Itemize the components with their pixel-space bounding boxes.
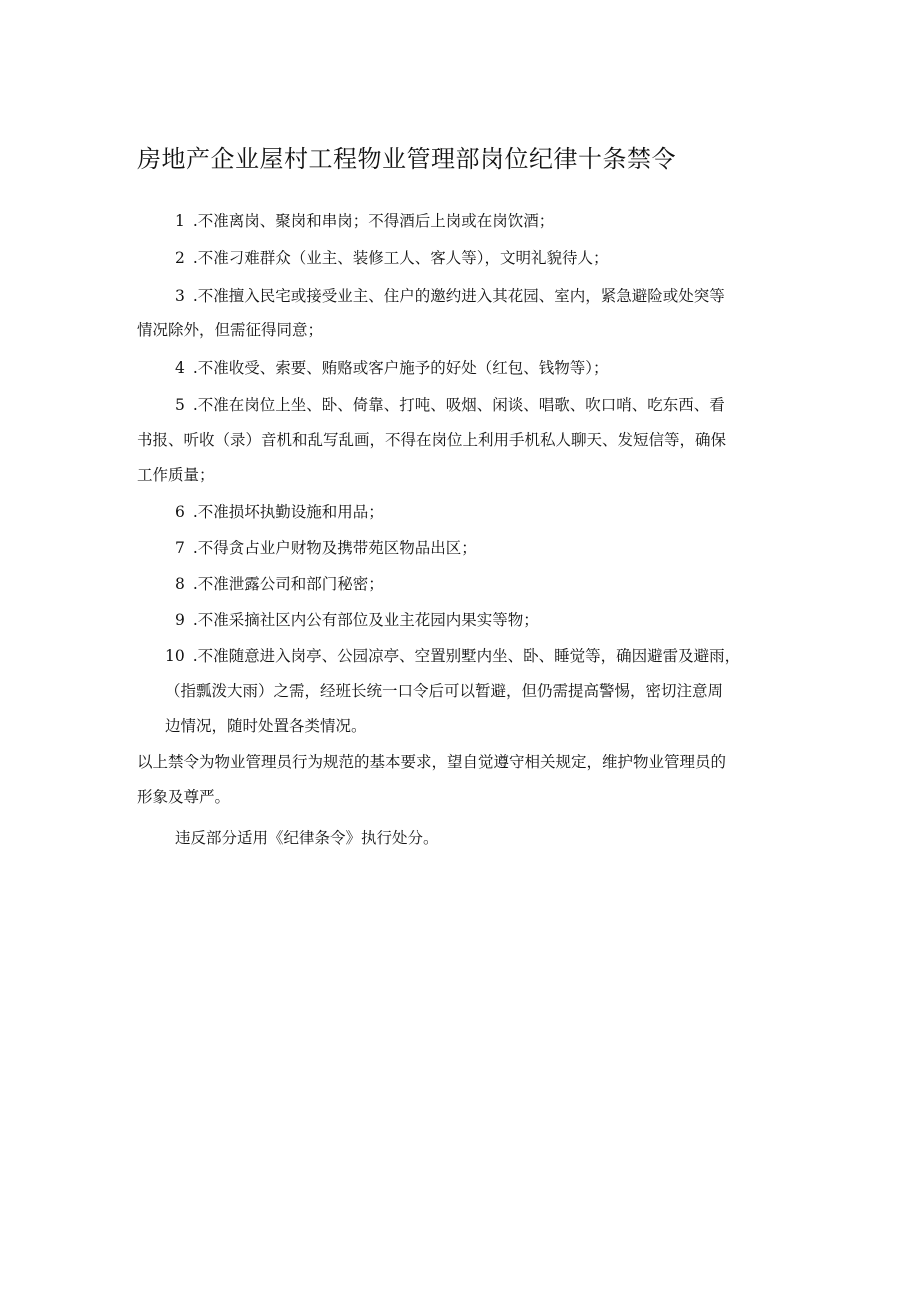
- rule-item-6: [175, 500, 384, 524]
- penalty-statement: 违反部分适用《纪律条令》执行处分。: [175, 829, 439, 847]
- rule-item-9: [175, 608, 539, 632]
- rule-item-10-continuation: （指瓢泼大雨）之需，经班长统一口令后可以暂避，但仍需提高警惕，密切注意周: [165, 682, 724, 700]
- rule-item-5: [175, 393, 725, 417]
- rule-number: 1: [175, 212, 185, 230]
- rule-text: .不准收受、索要、贿赂或客户施予的好处（红包、钱物等）；: [192, 359, 609, 377]
- closing-paragraph-line: 形象及尊严。: [137, 788, 231, 806]
- rule-number: 7: [175, 539, 185, 557]
- rule-text: .不准在岗位上坐、卧、倚靠、打吨、吸烟、闲谈、唱歌、吹口哨、吃东西、看: [192, 396, 725, 414]
- rule-item-10-continuation: 边情况，随时处置各类情况。: [165, 717, 367, 735]
- rule-item-5-continuation: 书报、听收（录）音机和乱写乱画，不得在岗位上利用手机私人聊天、发短信等，确保: [137, 431, 727, 449]
- rule-item-3: [175, 284, 725, 308]
- rule-number: 6: [175, 503, 185, 521]
- rule-number: 5: [175, 396, 185, 414]
- rule-number: 2: [175, 249, 185, 267]
- rule-text: .不准随意进入岗亭、公园凉亭、空置别墅内坐、卧、睡觉等，确因避雷及避雨，: [192, 647, 741, 665]
- rule-item-1: [175, 209, 554, 233]
- rule-item-3-continuation: 情况除外，但需征得同意；: [137, 321, 324, 339]
- rule-item-2: [175, 246, 609, 270]
- rule-text: .不准采摘社区内公有部位及业主花园内果实等物；: [192, 611, 539, 629]
- rule-text: .不准刁难群众（业主、装修工人、客人等），文明礼貌待人；: [192, 249, 609, 267]
- rule-number: 10: [165, 647, 185, 665]
- rule-item-5-continuation: 工作质量；: [137, 466, 215, 484]
- rule-text: .不准损坏执勤设施和用品；: [192, 503, 384, 521]
- rule-text: .不准离岗、聚岗和串岗；不得酒后上岗或在岗饮酒；: [192, 212, 555, 230]
- rule-item-8: [175, 572, 384, 596]
- rule-number: 3: [175, 287, 185, 305]
- closing-paragraph-line: 以上禁令为物业管理员行为规范的基本要求，望自觉遵守相关规定，维护物业管理员的: [137, 753, 727, 771]
- rule-number: 4: [175, 359, 185, 377]
- rule-number: 9: [175, 611, 185, 629]
- document-title: 房地产企业屋村工程物业管理部岗位纪律十条禁令: [137, 145, 676, 173]
- rule-number: 8: [175, 575, 185, 593]
- rule-text: .不准泄露公司和部门秘密；: [192, 575, 384, 593]
- rule-text: .不准擅入民宅或接受业主、住户的邀约进入其花园、室内，紧急避险或处突等: [192, 287, 725, 305]
- rule-item-4: [175, 356, 609, 380]
- rule-item-10: [165, 644, 740, 668]
- rule-item-7: [175, 536, 477, 560]
- rule-text: .不得贪占业户财物及携带苑区物品出区；: [192, 539, 477, 557]
